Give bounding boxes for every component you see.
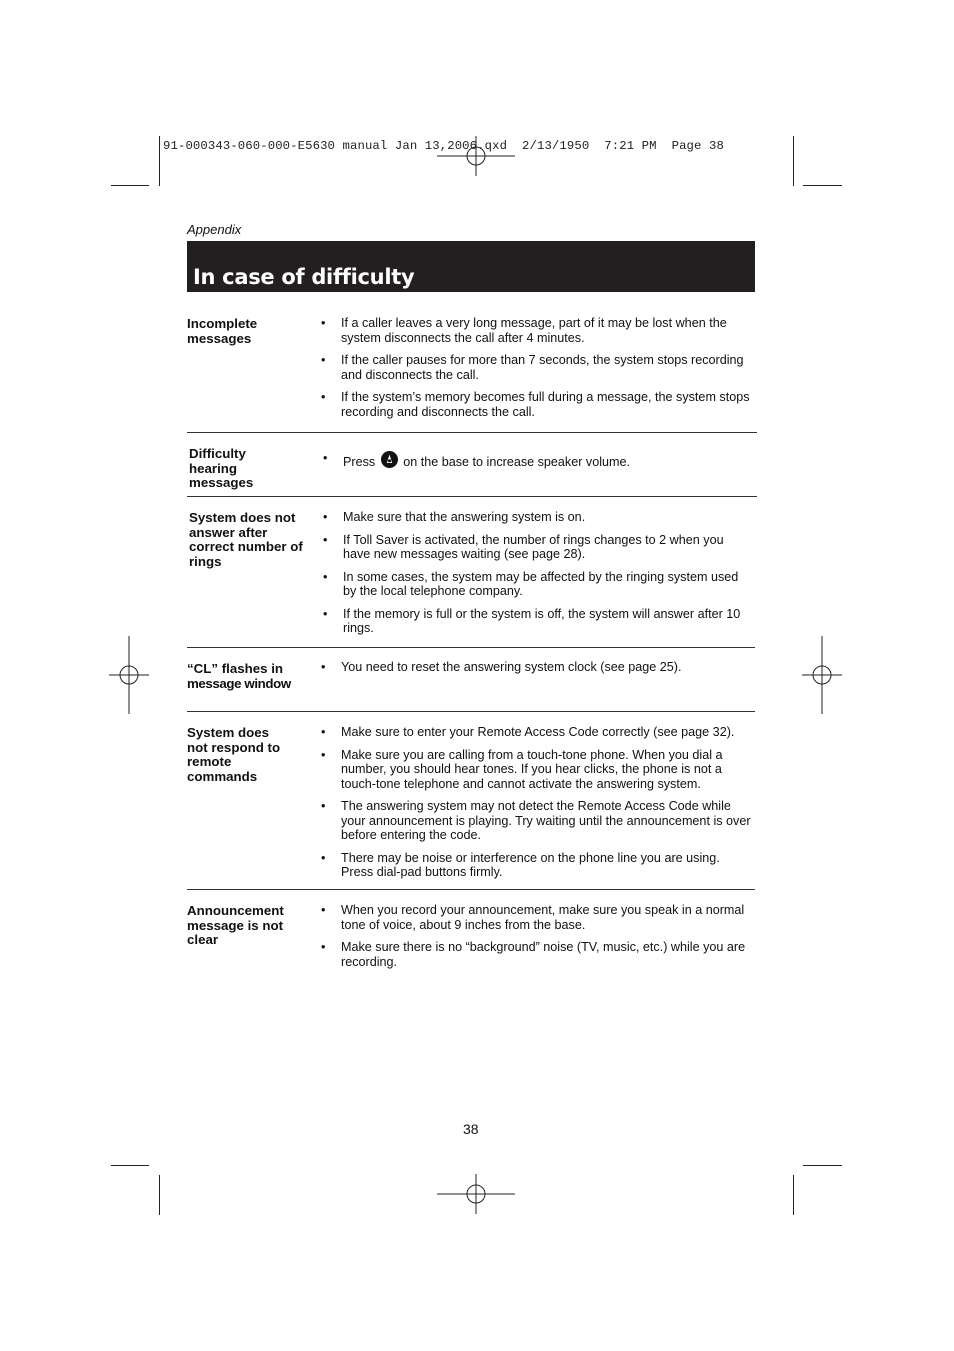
volume-up-icon <box>381 451 398 468</box>
list-item: • If the memory is full or the system is off, the system will answer after 10 rings. <box>323 606 741 635</box>
crop-mark-bottom-left-horizontal <box>111 1165 149 1166</box>
system-does-not-answer-list <box>324 510 754 644</box>
crop-mark-top-left-horizontal <box>111 185 149 186</box>
page-title: In case of difficulty <box>193 265 415 289</box>
row-label-announcement-not-clear: Announcement message is not clear <box>187 903 284 947</box>
row-divider <box>187 647 755 648</box>
crop-mark-top-right-horizontal <box>803 185 842 186</box>
incomplete-messages-list <box>322 316 752 427</box>
system-does-not-respond-list <box>322 725 754 888</box>
crop-mark-bottom-left-vertical <box>159 1175 160 1215</box>
title-bar <box>187 241 755 292</box>
row-divider <box>187 432 757 433</box>
announcement-not-clear-list <box>322 903 752 977</box>
row-divider <box>187 711 755 712</box>
row-label-incomplete-messages: Incomplete messages <box>187 316 258 346</box>
list-item: • Press on the base to increase speaker volume. <box>323 451 631 469</box>
list-item: • If a caller leaves a very long message, part of it may be lost when the system disconnects the call after 4 minutes. <box>321 316 727 345</box>
list-item: • Make sure to enter your Remote Access Code correctly (see page 32). <box>321 725 735 739</box>
crop-mark-bottom-right-vertical <box>793 1175 794 1215</box>
crop-mark-top-left-vertical <box>159 136 160 186</box>
registration-mark-left-icon <box>109 636 149 714</box>
list-item: • You need to reset the answering system clock (see page 25). <box>321 660 682 674</box>
row-divider <box>187 496 757 497</box>
cl-flashes-list <box>322 660 752 683</box>
difficulty-hearing-list <box>324 451 754 478</box>
print-slug-line: 91-000343-060-000-E5630 manual Jan 13,2006.qxd 2/13/1950 7:21 PM Page 38 <box>163 139 724 153</box>
section-label: Appendix <box>187 222 242 237</box>
list-item: • There may be noise or interference on the phone line you are using. Press dial-pad buttons firmly. <box>321 850 720 879</box>
crop-mark-bottom-right-horizontal <box>803 1165 842 1166</box>
registration-mark-right-icon <box>802 636 842 714</box>
registration-mark-bottom-icon <box>437 1174 517 1214</box>
list-item: • If the caller pauses for more than 7 seconds, the system stops recording and disconnects the call. <box>321 353 744 382</box>
row-label-system-does-not-respond: System does not respond to remote commands <box>187 725 281 784</box>
list-item: • Make sure that the answering system is on. <box>323 510 586 524</box>
crop-mark-top-right-vertical <box>793 136 794 186</box>
list-item: • The answering system may not detect the Remote Access Code while your announcement is playing. Try waiting until the announcement is over before entering the code. <box>321 799 751 842</box>
list-item: • If Toll Saver is activated, the number of rings changes to 2 when you have new messages waiting (see page 28). <box>323 532 724 561</box>
row-label-line: “CL” flashes in <box>187 661 284 676</box>
row-label-system-does-not-answer: System does not answer after correct number of rings <box>189 510 303 569</box>
row-label-cl-flashes <box>187 662 317 691</box>
row-label-line: message window <box>187 675 291 691</box>
row-label-difficulty-hearing: Difficulty hearing messages <box>189 446 254 490</box>
list-item: • Make sure there is no “background” noise (TV, music, etc.) while you are recording. <box>321 940 746 969</box>
row-divider <box>187 889 755 890</box>
page-number: 38 <box>463 1121 479 1137</box>
list-item: • In some cases, the system may be affected by the ringing system used by the local telephone company. <box>323 569 739 598</box>
list-item: • Make sure you are calling from a touch-tone phone. When you dial a number, you should hear tones. If you hear clicks, the phone is not a touch-tone telephone and cannot activate the answering system. <box>321 747 723 791</box>
list-item: • When you record your announcement, make sure you speak in a normal tone of voice, about 9 inches from the base. <box>321 903 745 932</box>
list-item: • If the system’s memory becomes full during a message, the system stops recording and disconnects the call. <box>321 390 750 419</box>
registration-mark-top-icon <box>437 136 517 176</box>
